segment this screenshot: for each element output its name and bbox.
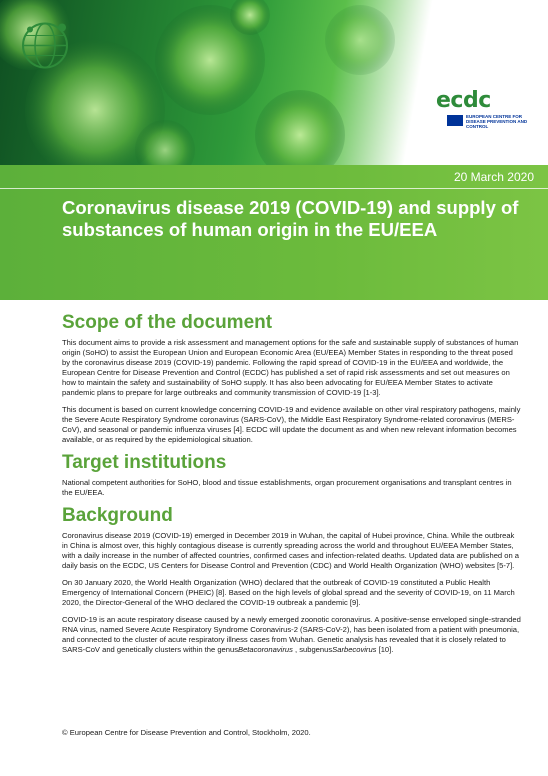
scope-heading: Scope of the document: [62, 312, 273, 333]
genus-name: Betacoronavirus: [238, 645, 293, 654]
publication-date: 20 March 2020: [453, 170, 534, 184]
subgenus-name: Sarbecovirus: [332, 645, 377, 654]
scope-paragraph-2: This document is based on current knowledge concerning COVID-19 and evidence available on other viral respiratory pathogens, mainly the Severe Acute Respiratory Syndrome coronavirus (SARS-CoV), the Middle East Respiratory Syndrome-related coronavirus (MERS-CoV), and seasonal or pandemic influenza viruses [4]. ECDC will update the document as and when new relevant information becomes available, or as required by the epidemiological situation.: [62, 405, 521, 444]
document-body: [62, 312, 522, 662]
document-title: Coronavirus disease 2019 (COVID-19) and supply of substances of human origin in the EU/EEA: [62, 197, 519, 240]
eu-flag-icon: [447, 115, 463, 126]
scope-paragraph-1: This document aims to provide a risk assessment and management options for the safe and sustainable supply of substances of human origin (SoHO) to assist the European Union and European Economic Area (EU/EEA) Member States in responding to the threat posed by the coronavirus disease 2019 (COVID-19) pandemic. Following the rapid spread of COVID-19 in the EU/EEA and worldwide, the European Centre for Disease Prevention and Control (ECDC) has published a set of rapid risk assessments and set out measures on how to maintain the safety and sustainability of SoHO supply. It has also been advocating for EU/EEA Member States to activate pandemic plans to prepare for large outbreaks and community transmission of COVID-19 [1-3].: [62, 338, 519, 397]
background-paragraph-2: On 30 January 2020, the World Health Organization (WHO) declared that the outbreak of COVID-19 constituted a Public Health Emergency of International Concern (PHEIC) [8]. Based on the high levels of global spread and the severity of COVID-19, on 11 March 2020, the Director-General of the WHO declared the COVID-19 outbreak a pandemic [9].: [62, 578, 515, 607]
background-paragraph-3: [62, 615, 522, 655]
background-p3-mid: , subgenus: [292, 645, 333, 654]
ecdc-globe-icon: [0, 0, 110, 95]
background-p3-text: COVID-19 is an acute respiratory disease caused by a newly emerged zoonotic coronavirus. A positive-sense enveloped single-stranded RNA virus, named Severe Acute Respiratory Syndrome Coronavirus-2 (SARS-CoV-2), has been isolated from a patient with pneumonia, and connected to the cluster of acute respiratory illness cases from Wuhan. Genetic analysis has revealed that it is closely related to SARS-CoV and genetically clusters within the genus: [62, 615, 521, 654]
header-image: [0, 0, 548, 165]
date-divider: [0, 188, 548, 189]
ecdc-logo-text: ecdc: [436, 88, 491, 113]
background-heading: Background: [62, 505, 173, 526]
ecdc-logo-subtext: EUROPEAN CENTRE FOR DISEASE PREVENTION AND CONTROL: [466, 114, 528, 129]
target-heading: Target institutions: [62, 452, 227, 473]
background-paragraph-1: Coronavirus disease 2019 (COVID-19) emerged in December 2019 in Wuhan, the capital of Hubei province, China. While the outbreak in China is almost over, this highly contagious disease is currently spreading across the world and throughout EU/EEA Member States, with a daily increase in the number of affected countries, confirmed cases and infection-related deaths. Updated data are published on a daily basis on the ECDC, US Centers for Disease Control and Prevention (CDC) and World Health Organization (WHO) websites [5-7].: [62, 531, 520, 570]
background-p3-end: [10].: [376, 645, 394, 654]
copyright-notice: © European Centre for Disease Prevention and Control, Stockholm, 2020.: [62, 728, 311, 737]
target-paragraph: National competent authorities for SoHO, blood and tissue establishments, organ procurement organisations and transplant centres in the EU/EEA.: [62, 478, 512, 497]
